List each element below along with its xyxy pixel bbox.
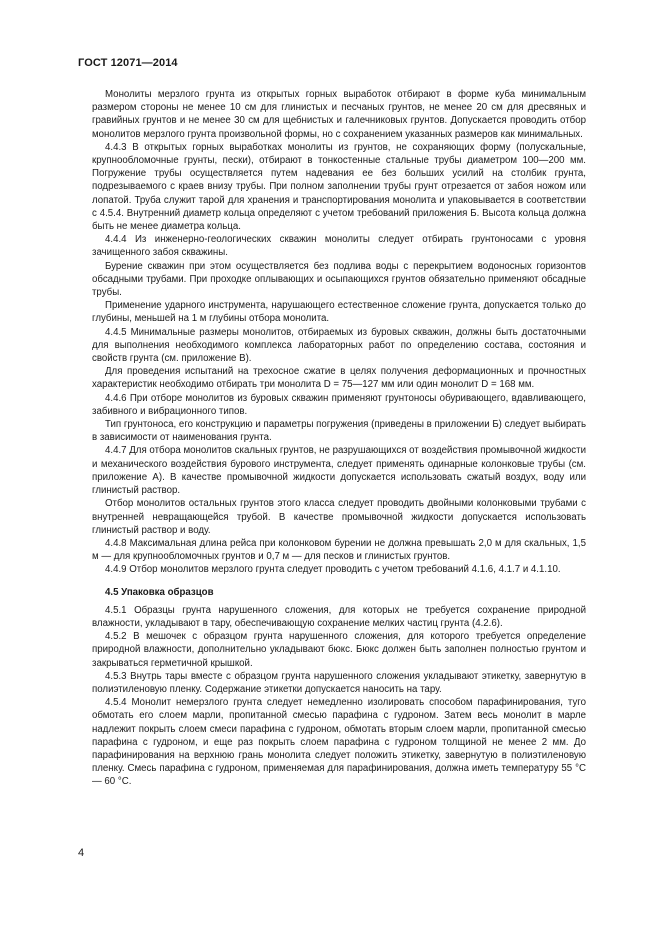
paragraph: Тип грунтоноса, его конструкцию и параметры погружения (приведены в приложении Б) следует выбирать в зависимости от наименования грунта.: [92, 419, 586, 444]
paragraph: Бурение скважин при этом осуществляется без подлива воды с перекрытием водоносных горизонтов обсадными трубами. При проходке оплывающих и осыпающихся грунтов обязательно применяют обсадные трубы.: [92, 260, 586, 299]
body-text: [92, 88, 586, 789]
paragraph: 4.4.5 Минимальные размеры монолитов, отбираемых из буровых скважин, должны быть достаточными для выполнения необходимого комплекса лабораторных работ по определению состава, состояния и свойств грунта (см. приложение В).: [92, 326, 586, 365]
paragraph: 4.5.3 Внутрь тары вместе с образцом грунта нарушенного сложения укладывают этикетку, завернутую в полиэтиленовую пленку. Содержание этикетки допускается наносить на тару.: [92, 670, 586, 695]
paragraph: 4.4.6 При отборе монолитов из буровых скважин применяют грунтоносы обуривающего, вдавливающего, забивного и вибрационного типов.: [92, 392, 586, 417]
standard-header: ГОСТ 12071—2014: [78, 57, 178, 69]
paragraph: Монолиты мерзлого грунта из открытых горных выработок отбирают в форме куба минимальным размером стороны не менее 10 см для глинистых и песчаных грунтов, не менее 20 см для дресвяных и гравийных грунтов и не менее 30 см для щебнистых и галечниковых грунтов. Допускается проводить отбор монолитов мерзлого грунта произвольной формы, но с сохранением указанных размеров как минимальных.: [92, 89, 586, 140]
paragraph: 4.5.2 В мешочек с образцом грунта нарушенного сложения, для которого требуется определение природной влажности, дополнительно укладывают бюкс. Бюкс должен быть заполнен полностью грунтом и закрываться герметичной крышкой.: [92, 631, 586, 669]
paragraph: 4.4.9 Отбор монолитов мерзлого грунта следует проводить с учетом требований 4.1.6, 4.1.7 и 4.1.10.: [105, 564, 561, 576]
paragraph: 4.4.4 Из инженерно-геологических скважин монолиты следует отбирать грунтоносами с уровня зачищенного забоя скважины.: [92, 234, 586, 259]
paragraph: Для проведения испытаний на трехосное сжатие в целях получения деформационных и прочностных характеристик необходимо отбирать три монолита D = 75—127 мм или один монолит D = 168 мм.: [92, 366, 586, 391]
paragraph: 4.5.1 Образцы грунта нарушенного сложения, для которых не требуется сохранение природной влажности, укладывают в тару, обеспечивающую сохранение мелких частиц грунта (4.2.6).: [92, 604, 586, 629]
paragraph: 4.4.8 Максимальная длина рейса при колонковом бурении не должна превышать 2,0 м для скальных, 1,5 м — для крупнообломочных грунтов и 0,7 м — для песков и глинистых грунтов.: [92, 537, 586, 563]
paragraph: 4.5.4 Монолит немерзлого грунта следует немедленно изолировать способом парафинирования, туго обмотать его слоем марли, пропитанной смесью парафина с гудроном. Затем весь монолит в марле надлежит покрыть слоем смеси парафина с гудроном, обмотать вторым слоем марли, пропитанной смесью парафина с гудроном, и еще раз покрыть слоем парафина с гудроном толщиной не менее 2 мм. До парафинирования на верхнюю грань монолита следует положить этикетку, завернутую в полиэтиленовую пленку. Смесь парафина с гудроном, применяемая для парафинирования, должна иметь температуру 55 °С — 60 °С.: [92, 697, 586, 788]
paragraph: Применение ударного инструмента, нарушающего естественное сложение грунта, допускается только до глубины, меньшей на 1 м глубины отбора монолита.: [92, 300, 586, 325]
paragraph: 4.4.3 В открытых горных выработках монолиты из грунтов, не сохраняющих форму (полускальные, крупнообломочные грунты, пески), отбирают в тонкостенные стальные трубы диаметром 100—200 мм. Погружение трубы осуществляется путем надевания ее без больших усилий на столбик грунта, подрезываемого с краев внизу трубы. При полном заполнении трубы грунт отрезается от забоя ножом или лопатой. Труба служит тарой для хранения и транспортирования монолита и упаковывается в соответствии с 4.5.4. Внутренний диаметр кольца определяют с учетом требований приложения Б. Высота кольца должна быть не менее диаметра кольца.: [92, 141, 586, 233]
paragraph: Отбор монолитов остальных грунтов этого класса следует проводить двойными колонковыми трубами с внутренней невращающейся трубой. В качестве промывочной жидкости допускается использовать глинистый раствор и воду.: [92, 498, 586, 536]
page-number: 4: [78, 847, 85, 859]
paragraph: 4.4.7 Для отбора монолитов скальных грунтов, не разрушающихся от воздействия промывочной жидкости и механического воздействия бурового инструмента, следует применять одинарные колонковые трубы (см. приложение А). В качестве промывочной жидкости допускается использовать сжатый воздух, воду или глинистый раствор.: [92, 445, 586, 497]
section-heading: 4.5 Упаковка образцов: [105, 586, 214, 598]
